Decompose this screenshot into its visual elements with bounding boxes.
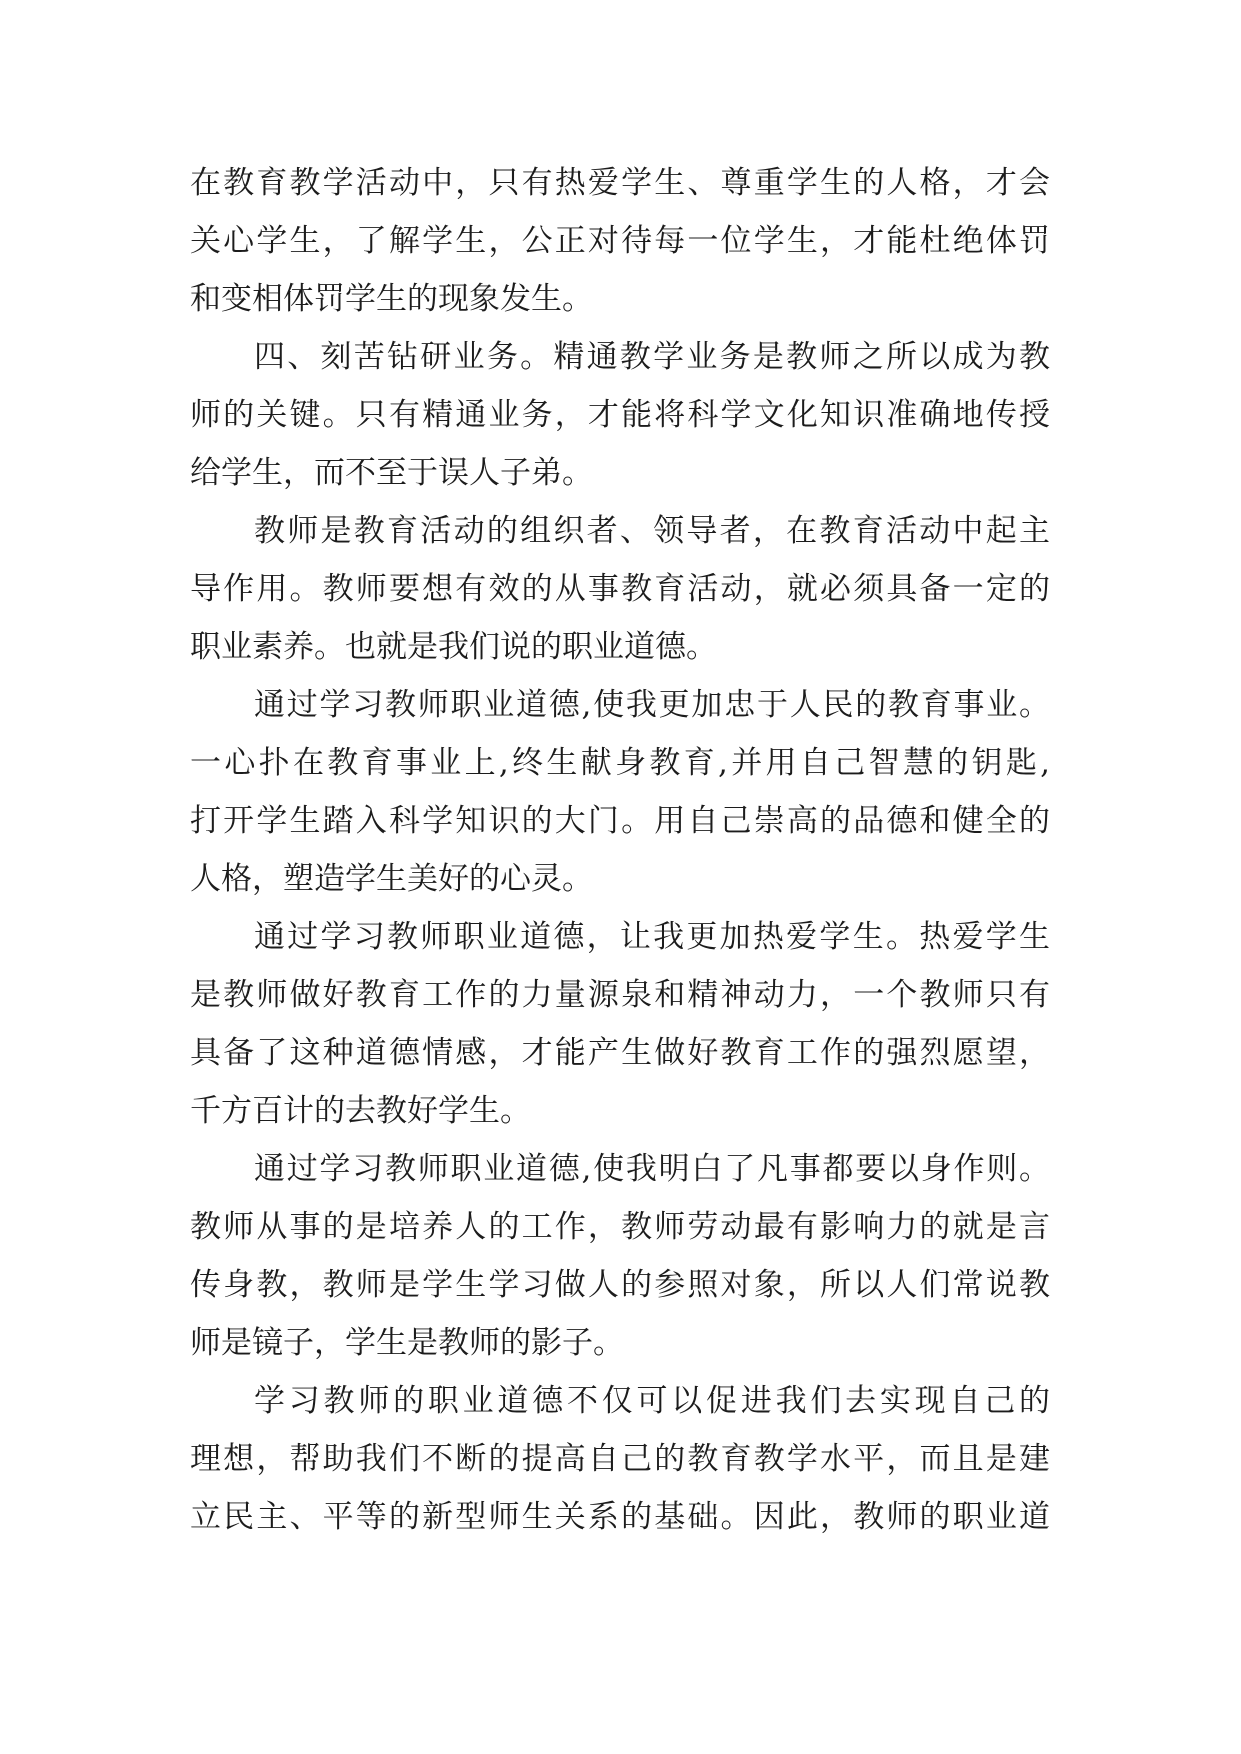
text-line: 通过学习教师职业道德，让我更加热爱学生。热爱学生 [254,919,1050,955]
text-line: 给学生，而不至于误人子弟。 [190,455,593,491]
text-line: 通过学习教师职业道德,使我明白了凡事都要以身作则。 [254,1151,1050,1187]
text-line: 立民主、平等的新型师生关系的基础。因此，教师的职业道 [190,1499,1050,1535]
text-line: 四、刻苦钻研业务。精通教学业务是教师之所以成为教 [254,339,1050,375]
text-line: 打开学生踏入科学知识的大门。用自己崇高的品德和健全的 [190,803,1050,839]
document-body [190,154,1050,1546]
text-line: 师是镜子，学生是教师的影子。 [190,1325,624,1361]
text-line: 导作用。教师要想有效的从事教育活动，就必须具备一定的 [190,571,1050,607]
text-line: 师的关键。只有精通业务，才能将科学文化知识准确地传授 [190,397,1050,433]
text-line: 学习教师的职业道德不仅可以促进我们去实现自己的 [254,1383,1050,1419]
text-line: 关心学生，了解学生，公正对待每一位学生，才能杜绝体罚 [190,223,1050,259]
text-line: 传身教，教师是学生学习做人的参照对象，所以人们常说教 [190,1267,1050,1303]
text-line: 是教师做好教育工作的力量源泉和精神动力，一个教师只有 [190,977,1050,1013]
text-line: 通过学习教师职业道德,使我更加忠于人民的教育事业。 [254,687,1050,723]
text-line: 人格，塑造学生美好的心灵。 [190,861,593,897]
text-line: 理想，帮助我们不断的提高自己的教育教学水平，而且是建 [190,1441,1050,1477]
text-line: 和变相体罚学生的现象发生。 [190,281,593,317]
text-line: 在教育教学活动中，只有热爱学生、尊重学生的人格，才会 [190,165,1050,201]
text-line: 千方百计的去教好学生。 [190,1093,531,1129]
text-line: 具备了这种道德情感，才能产生做好教育工作的强烈愿望， [190,1035,1050,1071]
text-line: 教师是教育活动的组织者、领导者，在教育活动中起主 [254,513,1050,549]
text-line: 教师从事的是培养人的工作，教师劳动最有影响力的就是言 [190,1209,1050,1245]
text-line: 职业素养。也就是我们说的职业道德。 [190,629,717,665]
text-line: 一心扑在教育事业上,终生献身教育,并用自己智慧的钥匙, [190,745,1050,781]
